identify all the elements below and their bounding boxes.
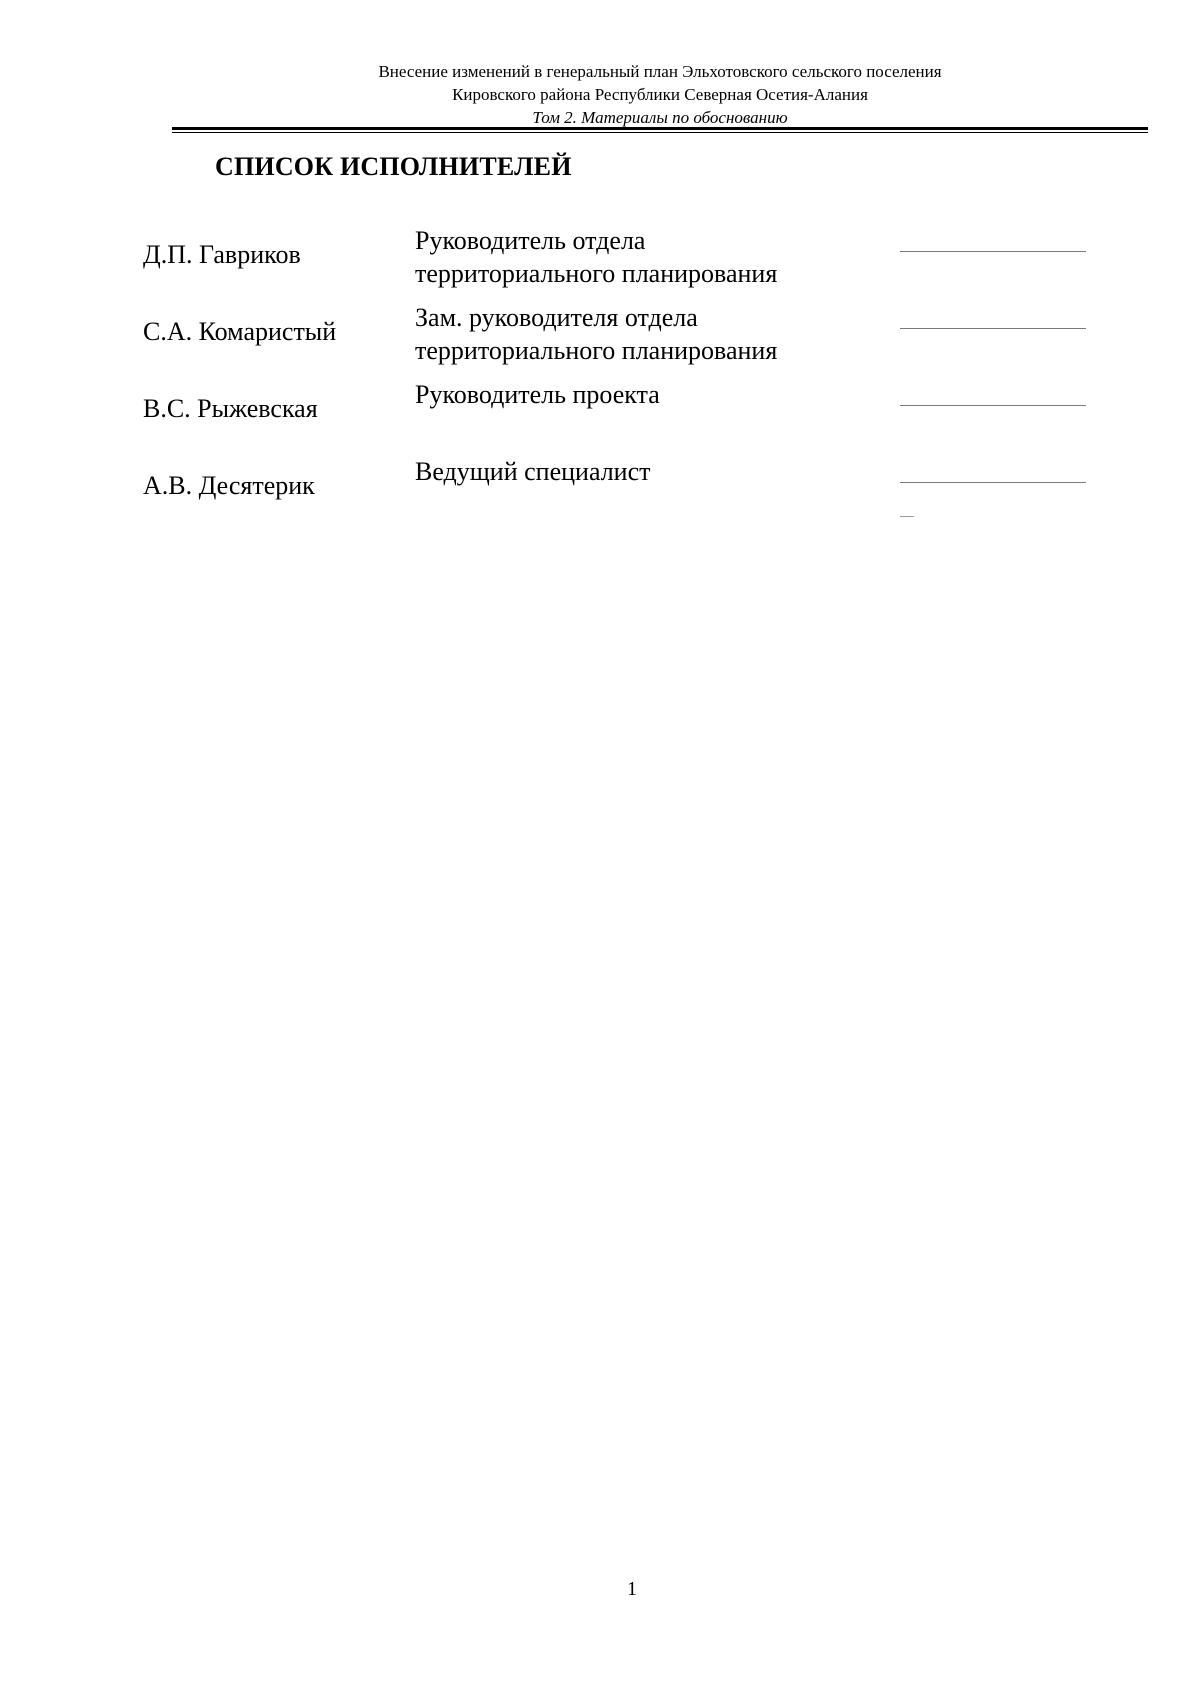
document-header bbox=[172, 60, 1148, 129]
performer-role-line: территориального планирования bbox=[415, 259, 778, 288]
performer-role-line: Ведущий специалист bbox=[415, 457, 651, 486]
header-divider bbox=[172, 127, 1148, 133]
performer-role-line: Зам. руководителя отдела bbox=[415, 303, 698, 332]
performer-role-line: Руководитель проекта bbox=[415, 380, 660, 409]
header-line-2: Кировского района Республики Северная Осетия-Алания bbox=[452, 85, 868, 104]
performer-name: А.В. Десятерик bbox=[143, 471, 315, 500]
header-line-3: Том 2. Материалы по обоснованию bbox=[532, 108, 788, 127]
performer-role bbox=[415, 301, 855, 367]
performer-role-line: территориального планирования bbox=[415, 336, 778, 365]
page-number: 1 bbox=[627, 1578, 637, 1600]
signature-line bbox=[900, 251, 1086, 252]
performer-role bbox=[415, 378, 855, 411]
performer-name: Д.П. Гавриков bbox=[143, 240, 301, 269]
page-title: СПИСОК ИСПОЛНИТЕЛЕЙ bbox=[215, 152, 572, 181]
signature-line bbox=[900, 482, 1086, 483]
stray-mark bbox=[900, 516, 914, 517]
performer-role bbox=[415, 455, 855, 488]
signature-line bbox=[900, 405, 1086, 406]
performer-name: В.С. Рыжевская bbox=[143, 394, 318, 423]
performer-role-line: Руководитель отдела bbox=[415, 226, 646, 255]
performer-name: С.А. Комаристый bbox=[143, 317, 337, 346]
header-line-1: Внесение изменений в генеральный план Эльхотовского сельского поселения bbox=[378, 62, 942, 81]
signature-line bbox=[900, 328, 1086, 329]
header-divider-thin bbox=[172, 132, 1148, 133]
header-divider-thick bbox=[172, 127, 1148, 130]
performer-role bbox=[415, 224, 855, 290]
